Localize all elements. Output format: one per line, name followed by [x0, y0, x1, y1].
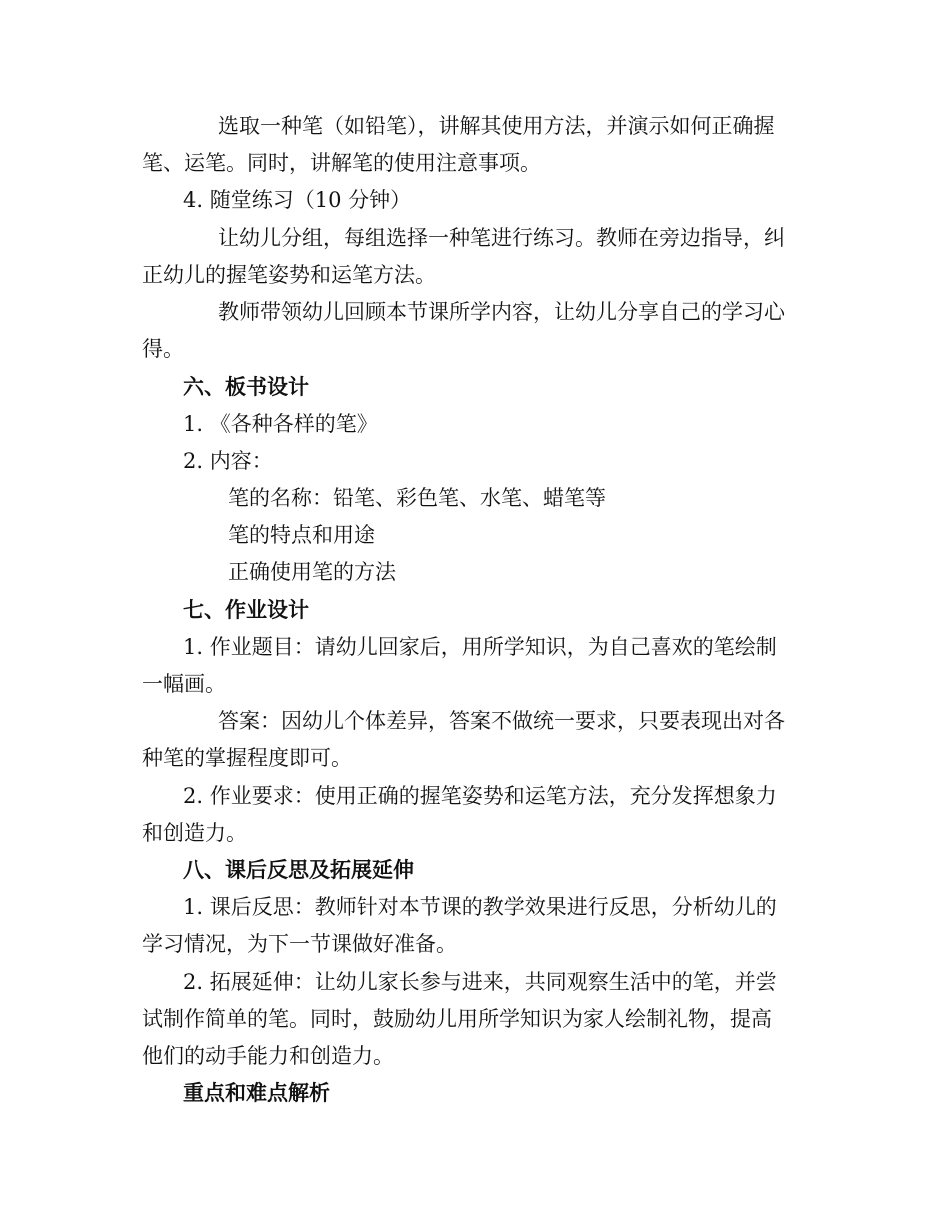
section-heading: 七、作业设计 — [183, 597, 309, 622]
paragraph-line: 让幼儿分组，每组选择一种笔进行练习。教师在旁边指导，纠 — [218, 226, 785, 250]
content-line: 笔的特点和用途 — [228, 523, 375, 547]
paragraph-line: 选取一种笔（如铅笔），讲解其使用方法，并演示如何正确握 — [218, 114, 775, 138]
paragraph-line: 他们的动手能力和创造力。 — [142, 1044, 394, 1068]
paragraph-line: 得。 — [142, 337, 184, 361]
list-item: 2. 作业要求：使用正确的握笔姿势和运笔方法，充分发挥想象力 — [183, 784, 777, 808]
paragraph-line: 学习情况，为下一节课做好准备。 — [142, 932, 457, 956]
paragraph-line: 正幼儿的握笔姿势和运笔方法。 — [142, 263, 436, 287]
paragraph-line: 笔、运笔。同时，讲解笔的使用注意事项。 — [142, 151, 541, 175]
paragraph-line: 答案：因幼儿个体差异，答案不做统一要求，只要表现出对各 — [218, 709, 785, 733]
content-line: 正确使用笔的方法 — [228, 560, 396, 584]
list-item: 4. 随堂练习（10 分钟） — [183, 188, 412, 212]
list-item: 1. 作业题目：请幼儿回家后，用所学知识，为自己喜欢的笔绘制 — [183, 635, 777, 659]
section-heading: 六、板书设计 — [183, 374, 309, 399]
section-heading: 重点和难点解析 — [183, 1080, 330, 1105]
list-item: 2. 拓展延伸：让幼儿家长参与进来，共同观察生活中的笔，并尝 — [183, 970, 777, 994]
list-item: 1. 课后反思：教师针对本节课的教学效果进行反思，分析幼儿的 — [183, 895, 777, 919]
paragraph-line: 和创造力。 — [142, 821, 247, 845]
list-item: 2. 内容： — [183, 449, 273, 473]
content-line: 笔的名称：铅笔、彩色笔、水笔、蜡笔等 — [228, 486, 606, 510]
paragraph-line: 种笔的掌握程度即可。 — [142, 746, 352, 770]
paragraph-line: 教师带领幼儿回顾本节课所学内容，让幼儿分享自己的学习心 — [218, 300, 785, 324]
paragraph-line: 试制作简单的笔。同时，鼓励幼儿用所学知识为家人绘制礼物，提高 — [142, 1007, 772, 1031]
section-heading: 八、课后反思及拓展延伸 — [183, 857, 414, 882]
list-item: 1. 《各种各样的笔》 — [183, 412, 378, 436]
paragraph-line: 一幅画。 — [142, 672, 226, 696]
